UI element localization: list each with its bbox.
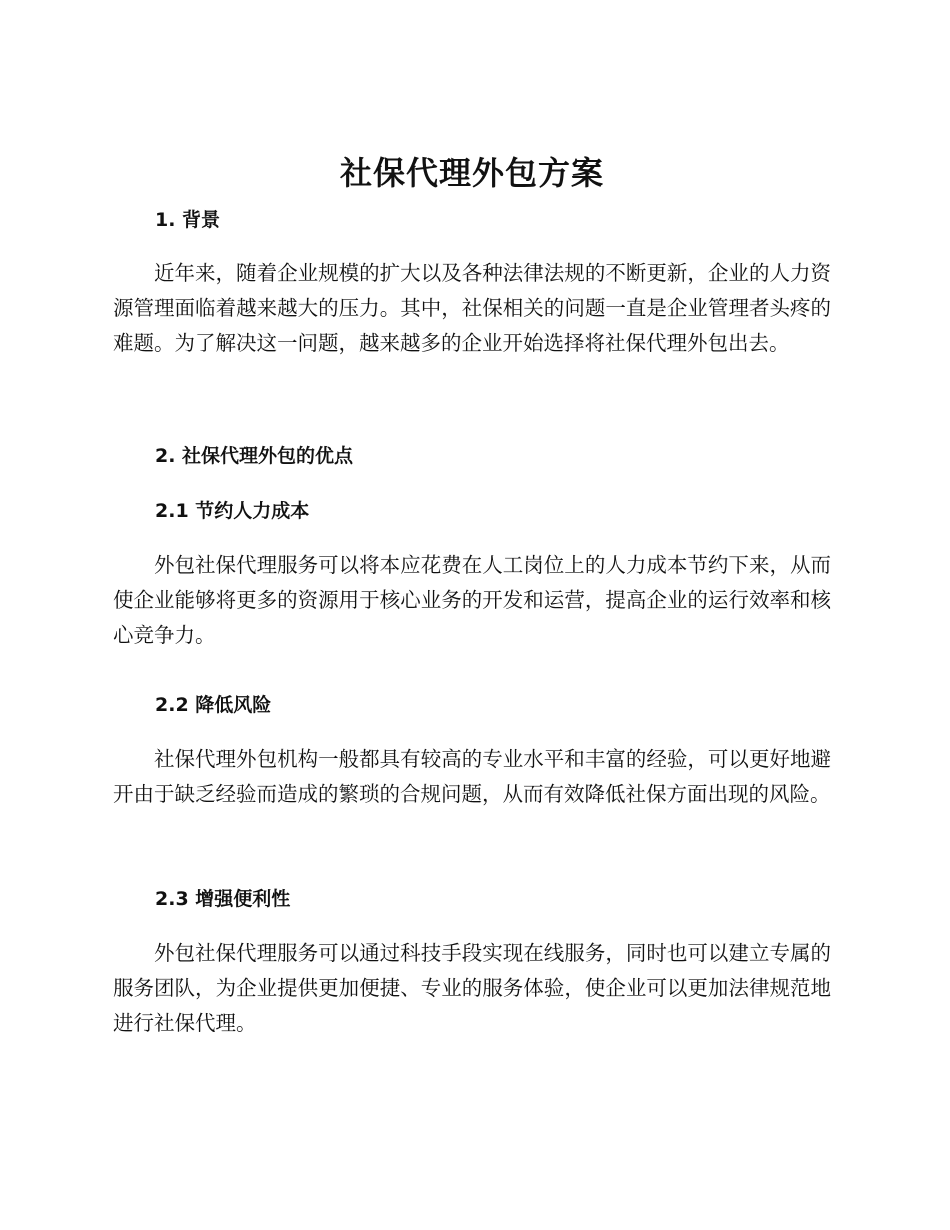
- paragraph-reduce-risk: 社保代理外包机构一般都具有较高的专业水平和丰富的经验，可以更好地避开由于缺乏经验而造成的繁琐的合规问题，从而有效降低社保方面出现的风险。: [113, 747, 831, 806]
- paragraph-background: 近年来，随着企业规模的扩大以及各种法律法规的不断更新，企业的人力资源管理面临着越来越大的压力。其中，社保相关的问题一直是企业管理者头疼的难题。为了解决这一问题，越来越多的企业开始选择将社保代理外包出去。: [113, 261, 831, 355]
- section-heading-reduce-risk: 2.2 降低风险: [155, 694, 272, 716]
- paragraph-save-cost: 外包社保代理服务可以将本应花费在人工岗位上的人力成本节约下来，从而使企业能够将更多的资源用于核心业务的开发和运营，提高企业的运行效率和核心竞争力。: [113, 553, 831, 647]
- section-heading-convenience: 2.3 增强便利性: [155, 888, 291, 910]
- paragraph-convenience: 外包社保代理服务可以通过科技手段实现在线服务，同时也可以建立专属的服务团队，为企业提供更加便捷、专业的服务体验，使企业可以更加法律规范地进行社保代理。: [113, 941, 831, 1035]
- section-heading-save-cost: 2.1 节约人力成本: [155, 500, 310, 522]
- document-title: 社保代理外包方案: [339, 154, 604, 192]
- section-heading-background: 1. 背景: [155, 209, 221, 231]
- section-heading-advantages: 2. 社保代理外包的优点: [155, 445, 354, 467]
